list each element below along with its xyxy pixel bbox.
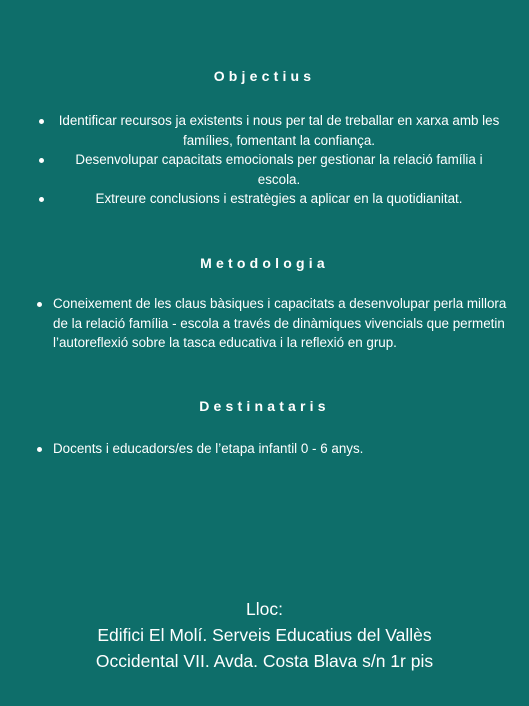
objectius-list xyxy=(53,111,505,209)
objectius-heading: Objectius xyxy=(213,68,316,84)
lloc-line-1: Edifici El Molí. Serveis Educatius del Vallès xyxy=(97,625,432,645)
objectius-item-2: Desenvolupar capacitats emocionals per gestionar la relació família i escola. xyxy=(53,150,505,189)
lloc-label: Lloc: xyxy=(246,599,283,619)
lloc-line-2: Occidental VII. Avda. Costa Blava s/n 1r pis xyxy=(95,651,434,671)
destinataris-list xyxy=(53,439,511,459)
objectius-item-3: Extreure conclusions i estratègies a aplicar en la quotidianitat. xyxy=(53,189,505,209)
metodologia-heading: Metodologia xyxy=(200,255,329,271)
lloc-block xyxy=(0,596,529,674)
metodologia-list xyxy=(53,294,511,353)
destinataris-item-1: Docents i educadors/es de l’etapa infantil 0 - 6 anys. xyxy=(53,439,511,459)
objectius-item-1: Identificar recursos ja existents i nous per tal de treballar en xarxa amb les famílies, fomentant la confiança. xyxy=(53,111,505,150)
metodologia-item-1: Coneixement de les claus bàsiques i capacitats a desenvolupar perla millora de la relació família - escola a través de dinàmiques vivencials que permetin l’autoreflexió sobre la tasca educativa i la reflexió en grup. xyxy=(53,294,511,353)
destinataris-heading: Destinataris xyxy=(199,398,330,414)
